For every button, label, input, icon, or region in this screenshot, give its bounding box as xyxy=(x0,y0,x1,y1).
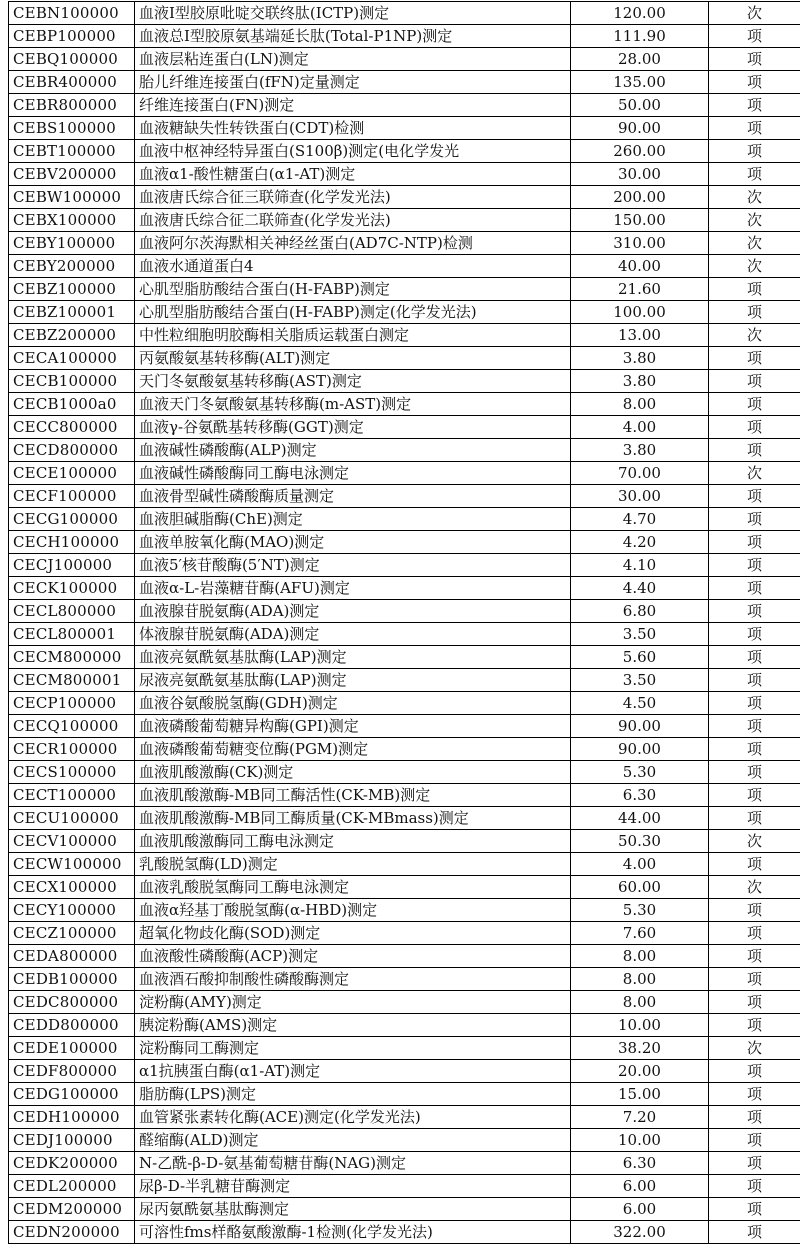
item-code-cell: CECS100000 xyxy=(9,761,135,784)
item-name-cell: 尿丙氨酰氨基肽酶测定 xyxy=(135,1198,571,1221)
item-price-cell: 111.90 xyxy=(571,25,709,48)
table-row xyxy=(9,1198,800,1221)
item-name-cell: 淀粉酶(AMY)测定 xyxy=(135,991,571,1014)
item-price-cell: 6.00 xyxy=(571,1198,709,1221)
item-unit-cell: 项 xyxy=(709,347,800,370)
item-price-cell: 200.00 xyxy=(571,186,709,209)
table-row xyxy=(9,899,800,922)
item-name-cell: 血液磷酸葡萄糖变位酶(PGM)测定 xyxy=(135,738,571,761)
table-row xyxy=(9,784,800,807)
item-unit-cell: 项 xyxy=(709,508,800,531)
item-name-cell: 血液肌酸激酶(CK)测定 xyxy=(135,761,571,784)
table-row xyxy=(9,669,800,692)
item-price-cell: 135.00 xyxy=(571,71,709,94)
item-name-cell: 超氧化物歧化酶(SOD)测定 xyxy=(135,922,571,945)
item-code-cell: CECJ100000 xyxy=(9,554,135,577)
item-code-cell: CEBS100000 xyxy=(9,117,135,140)
item-name-cell: 血液胆碱脂酶(ChE)测定 xyxy=(135,508,571,531)
table-row xyxy=(9,531,800,554)
item-name-cell: 中性粒细胞明胶酶相关脂质运载蛋白测定 xyxy=(135,324,571,347)
table-row xyxy=(9,968,800,991)
table-row xyxy=(9,554,800,577)
item-unit-cell: 项 xyxy=(709,1014,800,1037)
table-row xyxy=(9,738,800,761)
table-row xyxy=(9,255,800,278)
item-price-cell: 4.00 xyxy=(571,416,709,439)
item-price-cell: 4.70 xyxy=(571,508,709,531)
item-unit-cell: 项 xyxy=(709,1198,800,1221)
item-name-cell: 血液α羟基丁酸脱氢酶(α-HBD)测定 xyxy=(135,899,571,922)
item-price-cell: 38.20 xyxy=(571,1037,709,1060)
item-code-cell: CEBQ100000 xyxy=(9,48,135,71)
item-name-cell: 血液单胺氧化酶(MAO)测定 xyxy=(135,531,571,554)
item-name-cell: 血液骨型碱性磷酸酶质量测定 xyxy=(135,485,571,508)
item-unit-cell: 项 xyxy=(709,554,800,577)
table-row xyxy=(9,761,800,784)
item-price-cell: 6.80 xyxy=(571,600,709,623)
table-row xyxy=(9,1083,800,1106)
item-unit-cell: 项 xyxy=(709,968,800,991)
item-unit-cell: 项 xyxy=(709,416,800,439)
item-unit-cell: 项 xyxy=(709,485,800,508)
item-unit-cell: 项 xyxy=(709,991,800,1014)
item-code-cell: CECT100000 xyxy=(9,784,135,807)
item-code-cell: CEDM200000 xyxy=(9,1198,135,1221)
table-row xyxy=(9,1175,800,1198)
item-code-cell: CECZ100000 xyxy=(9,922,135,945)
table-row xyxy=(9,646,800,669)
item-unit-cell: 项 xyxy=(709,48,800,71)
item-code-cell: CECF100000 xyxy=(9,485,135,508)
item-name-cell: 天门冬氨酸氨基转移酶(AST)测定 xyxy=(135,370,571,393)
item-unit-cell: 项 xyxy=(709,945,800,968)
item-name-cell: 血液中枢神经特异蛋白(S100β)测定(电化学发光 xyxy=(135,140,571,163)
table-row xyxy=(9,991,800,1014)
item-unit-cell: 项 xyxy=(709,301,800,324)
table-row xyxy=(9,278,800,301)
table-row xyxy=(9,1060,800,1083)
item-name-cell: 血液α-L-岩藻糖苷酶(AFU)测定 xyxy=(135,577,571,600)
item-name-cell: 血液α1-酸性糖蛋白(α1-AT)测定 xyxy=(135,163,571,186)
item-unit-cell: 项 xyxy=(709,922,800,945)
item-price-cell: 10.00 xyxy=(571,1129,709,1152)
item-unit-cell: 项 xyxy=(709,1060,800,1083)
item-code-cell: CECQ100000 xyxy=(9,715,135,738)
item-code-cell: CECP100000 xyxy=(9,692,135,715)
item-code-cell: CEBV200000 xyxy=(9,163,135,186)
table-row xyxy=(9,922,800,945)
item-unit-cell: 项 xyxy=(709,94,800,117)
table-row xyxy=(9,393,800,416)
item-price-cell: 6.30 xyxy=(571,1152,709,1175)
item-unit-cell: 项 xyxy=(709,278,800,301)
item-code-cell: CECK100000 xyxy=(9,577,135,600)
item-unit-cell: 次 xyxy=(709,232,800,255)
table-row xyxy=(9,1129,800,1152)
item-name-cell: 血液腺苷脱氨酶(ADA)测定 xyxy=(135,600,571,623)
item-code-cell: CEDE100000 xyxy=(9,1037,135,1060)
item-price-cell: 150.00 xyxy=(571,209,709,232)
item-price-cell: 5.30 xyxy=(571,899,709,922)
table-row xyxy=(9,71,800,94)
item-price-cell: 4.50 xyxy=(571,692,709,715)
item-code-cell: CEBT100000 xyxy=(9,140,135,163)
item-name-cell: 尿β-D-半乳糖苷酶测定 xyxy=(135,1175,571,1198)
item-price-cell: 6.00 xyxy=(571,1175,709,1198)
item-name-cell: 血液5′核苷酸酶(5′NT)测定 xyxy=(135,554,571,577)
item-unit-cell: 项 xyxy=(709,761,800,784)
table-row xyxy=(9,577,800,600)
item-code-cell: CEBX100000 xyxy=(9,209,135,232)
table-row xyxy=(9,623,800,646)
table-row xyxy=(9,715,800,738)
item-price-cell: 4.10 xyxy=(571,554,709,577)
item-name-cell: 胎儿纤维连接蛋白(fFN)定量测定 xyxy=(135,71,571,94)
item-unit-cell: 次 xyxy=(709,876,800,899)
item-name-cell: 血液亮氨酰氨基肽酶(LAP)测定 xyxy=(135,646,571,669)
table-row xyxy=(9,876,800,899)
item-name-cell: 血液肌酸激酶同工酶电泳测定 xyxy=(135,830,571,853)
item-unit-cell: 项 xyxy=(709,692,800,715)
item-name-cell: 胰淀粉酶(AMS)测定 xyxy=(135,1014,571,1037)
item-code-cell: CEDN200000 xyxy=(9,1221,135,1244)
item-code-cell: CECX100000 xyxy=(9,876,135,899)
item-unit-cell: 项 xyxy=(709,807,800,830)
item-name-cell: 血液糖缺失性转铁蛋白(CDT)检测 xyxy=(135,117,571,140)
item-code-cell: CECG100000 xyxy=(9,508,135,531)
item-code-cell: CEBY100000 xyxy=(9,232,135,255)
item-price-cell: 3.50 xyxy=(571,623,709,646)
item-name-cell: 血液天门冬氨酸氨基转移酶(m-AST)测定 xyxy=(135,393,571,416)
table-row xyxy=(9,186,800,209)
item-unit-cell: 项 xyxy=(709,1083,800,1106)
item-price-cell: 50.30 xyxy=(571,830,709,853)
table-row xyxy=(9,1037,800,1060)
item-price-cell: 5.60 xyxy=(571,646,709,669)
table-row xyxy=(9,807,800,830)
table-row xyxy=(9,1221,800,1244)
item-unit-cell: 项 xyxy=(709,531,800,554)
item-unit-cell: 项 xyxy=(709,71,800,94)
item-name-cell: 血液阿尔茨海默相关神经丝蛋白(AD7C-NTP)检测 xyxy=(135,232,571,255)
item-name-cell: 心肌型脂肪酸结合蛋白(H-FABP)测定(化学发光法) xyxy=(135,301,571,324)
item-price-cell: 8.00 xyxy=(571,945,709,968)
item-code-cell: CEDL200000 xyxy=(9,1175,135,1198)
item-name-cell: 血管紧张素转化酶(ACE)测定(化学发光法) xyxy=(135,1106,571,1129)
item-price-cell: 90.00 xyxy=(571,715,709,738)
item-price-cell: 10.00 xyxy=(571,1014,709,1037)
item-code-cell: CEDD800000 xyxy=(9,1014,135,1037)
item-code-cell: CEDH100000 xyxy=(9,1106,135,1129)
item-name-cell: 血液唐氏综合征三联筛查(化学发光法) xyxy=(135,186,571,209)
item-unit-cell: 项 xyxy=(709,439,800,462)
item-price-cell: 100.00 xyxy=(571,301,709,324)
item-price-cell: 120.00 xyxy=(571,2,709,25)
item-name-cell: 纤维连接蛋白(FN)测定 xyxy=(135,94,571,117)
table-row xyxy=(9,830,800,853)
table-row xyxy=(9,485,800,508)
item-code-cell: CECM800000 xyxy=(9,646,135,669)
item-unit-cell: 项 xyxy=(709,1221,800,1244)
item-name-cell: 血液乳酸脱氢酶同工酶电泳测定 xyxy=(135,876,571,899)
table-row xyxy=(9,462,800,485)
item-price-cell: 8.00 xyxy=(571,991,709,1014)
item-code-cell: CECL800000 xyxy=(9,600,135,623)
item-unit-cell: 次 xyxy=(709,209,800,232)
item-code-cell: CEBW100000 xyxy=(9,186,135,209)
item-unit-cell: 项 xyxy=(709,669,800,692)
table-row xyxy=(9,347,800,370)
item-name-cell: 血液肌酸激酶-MB同工酶活性(CK-MB)测定 xyxy=(135,784,571,807)
item-code-cell: CECD800000 xyxy=(9,439,135,462)
item-name-cell: 血液谷氨酸脱氢酶(GDH)测定 xyxy=(135,692,571,715)
table-row xyxy=(9,1106,800,1129)
item-unit-cell: 项 xyxy=(709,117,800,140)
item-name-cell: 血液肌酸激酶-MB同工酶质量(CK-MBmass)测定 xyxy=(135,807,571,830)
item-price-cell: 8.00 xyxy=(571,968,709,991)
item-price-cell: 13.00 xyxy=(571,324,709,347)
table-row xyxy=(9,945,800,968)
item-price-cell: 90.00 xyxy=(571,738,709,761)
item-name-cell: 尿液亮氨酰氨基肽酶(LAP)测定 xyxy=(135,669,571,692)
item-price-cell: 15.00 xyxy=(571,1083,709,1106)
item-name-cell: 淀粉酶同工酶测定 xyxy=(135,1037,571,1060)
item-code-cell: CEBZ200000 xyxy=(9,324,135,347)
item-code-cell: CEDB100000 xyxy=(9,968,135,991)
table-row xyxy=(9,416,800,439)
table-row xyxy=(9,600,800,623)
table-row xyxy=(9,2,800,25)
item-unit-cell: 项 xyxy=(709,1129,800,1152)
table-row xyxy=(9,853,800,876)
table-row xyxy=(9,140,800,163)
item-price-cell: 3.50 xyxy=(571,669,709,692)
item-unit-cell: 次 xyxy=(709,186,800,209)
item-name-cell: 血液层粘连蛋白(LN)测定 xyxy=(135,48,571,71)
item-price-cell: 310.00 xyxy=(571,232,709,255)
item-unit-cell: 次 xyxy=(709,1037,800,1060)
item-price-cell: 30.00 xyxy=(571,163,709,186)
table-body xyxy=(9,2,800,1244)
item-price-cell: 260.00 xyxy=(571,140,709,163)
item-name-cell: 血液唐氏综合征二联筛查(化学发光法) xyxy=(135,209,571,232)
table-row xyxy=(9,94,800,117)
item-unit-cell: 项 xyxy=(709,25,800,48)
item-price-cell: 3.80 xyxy=(571,439,709,462)
item-unit-cell: 项 xyxy=(709,140,800,163)
item-unit-cell: 项 xyxy=(709,163,800,186)
item-price-cell: 8.00 xyxy=(571,393,709,416)
item-unit-cell: 项 xyxy=(709,393,800,416)
item-name-cell: α1抗胰蛋白酶(α1-AT)测定 xyxy=(135,1060,571,1083)
item-code-cell: CEBZ100000 xyxy=(9,278,135,301)
item-name-cell: 血液碱性磷酸酶同工酶电泳测定 xyxy=(135,462,571,485)
item-code-cell: CECY100000 xyxy=(9,899,135,922)
item-name-cell: 体液腺苷脱氨酶(ADA)测定 xyxy=(135,623,571,646)
item-price-cell: 20.00 xyxy=(571,1060,709,1083)
item-name-cell: 血液总Ⅰ型胶原氨基端延长肽(Total-P1NP)测定 xyxy=(135,25,571,48)
table-row xyxy=(9,48,800,71)
item-code-cell: CEBZ100001 xyxy=(9,301,135,324)
table-row xyxy=(9,370,800,393)
table-row xyxy=(9,1014,800,1037)
item-name-cell: 血液酸性磷酸酶(ACP)测定 xyxy=(135,945,571,968)
item-code-cell: CEBR400000 xyxy=(9,71,135,94)
item-name-cell: 丙氨酸氨基转移酶(ALT)测定 xyxy=(135,347,571,370)
item-code-cell: CEBP100000 xyxy=(9,25,135,48)
table-row xyxy=(9,508,800,531)
item-unit-cell: 项 xyxy=(709,738,800,761)
table-row xyxy=(9,163,800,186)
item-code-cell: CEBN100000 xyxy=(9,2,135,25)
item-unit-cell: 项 xyxy=(709,1152,800,1175)
item-unit-cell: 项 xyxy=(709,646,800,669)
item-name-cell: 心肌型脂肪酸结合蛋白(H-FABP)测定 xyxy=(135,278,571,301)
item-price-cell: 28.00 xyxy=(571,48,709,71)
item-price-cell: 322.00 xyxy=(571,1221,709,1244)
item-code-cell: CECR100000 xyxy=(9,738,135,761)
table-row xyxy=(9,301,800,324)
item-price-cell: 6.30 xyxy=(571,784,709,807)
item-code-cell: CECW100000 xyxy=(9,853,135,876)
item-code-cell: CEDJ100000 xyxy=(9,1129,135,1152)
item-unit-cell: 项 xyxy=(709,853,800,876)
item-price-cell: 4.40 xyxy=(571,577,709,600)
item-code-cell: CECU100000 xyxy=(9,807,135,830)
item-unit-cell: 项 xyxy=(709,577,800,600)
item-code-cell: CEDK200000 xyxy=(9,1152,135,1175)
item-price-cell: 5.30 xyxy=(571,761,709,784)
item-name-cell: 血液水通道蛋白4 xyxy=(135,255,571,278)
item-name-cell: 血液磷酸葡萄糖异构酶(GPI)测定 xyxy=(135,715,571,738)
item-code-cell: CECB100000 xyxy=(9,370,135,393)
item-code-cell: CEBY200000 xyxy=(9,255,135,278)
item-name-cell: 醛缩酶(ALD)测定 xyxy=(135,1129,571,1152)
item-name-cell: 乳酸脱氢酶(LD)测定 xyxy=(135,853,571,876)
item-code-cell: CECB1000a0 xyxy=(9,393,135,416)
table-row xyxy=(9,232,800,255)
table-row xyxy=(9,324,800,347)
item-unit-cell: 项 xyxy=(709,600,800,623)
item-price-cell: 3.80 xyxy=(571,370,709,393)
item-unit-cell: 次 xyxy=(709,255,800,278)
item-code-cell: CECE100000 xyxy=(9,462,135,485)
item-code-cell: CECC800000 xyxy=(9,416,135,439)
item-price-cell: 44.00 xyxy=(571,807,709,830)
item-name-cell: 血液碱性磷酸酶(ALP)测定 xyxy=(135,439,571,462)
item-name-cell: 血液Ⅰ型胶原吡啶交联终肽(ICTP)测定 xyxy=(135,2,571,25)
item-price-cell: 7.60 xyxy=(571,922,709,945)
item-price-cell: 60.00 xyxy=(571,876,709,899)
item-unit-cell: 项 xyxy=(709,623,800,646)
table-row xyxy=(9,692,800,715)
item-name-cell: 可溶性fms样酪氨酸激酶-1检测(化学发光法) xyxy=(135,1221,571,1244)
item-unit-cell: 项 xyxy=(709,370,800,393)
item-code-cell: CEDG100000 xyxy=(9,1083,135,1106)
item-code-cell: CEBR800000 xyxy=(9,94,135,117)
table-row xyxy=(9,25,800,48)
item-price-cell: 4.20 xyxy=(571,531,709,554)
item-code-cell: CECV100000 xyxy=(9,830,135,853)
item-price-cell: 3.80 xyxy=(571,347,709,370)
item-unit-cell: 项 xyxy=(709,899,800,922)
fee-schedule-table xyxy=(8,1,800,1244)
item-name-cell: 血液γ-谷氨酰基转移酶(GGT)测定 xyxy=(135,416,571,439)
item-code-cell: CECM800001 xyxy=(9,669,135,692)
item-code-cell: CEDC800000 xyxy=(9,991,135,1014)
item-name-cell: 脂肪酶(LPS)测定 xyxy=(135,1083,571,1106)
table-row xyxy=(9,439,800,462)
table-row xyxy=(9,117,800,140)
item-price-cell: 30.00 xyxy=(571,485,709,508)
item-unit-cell: 项 xyxy=(709,1175,800,1198)
item-unit-cell: 项 xyxy=(709,784,800,807)
item-unit-cell: 项 xyxy=(709,1106,800,1129)
item-code-cell: CECA100000 xyxy=(9,347,135,370)
item-price-cell: 21.60 xyxy=(571,278,709,301)
table-row xyxy=(9,1152,800,1175)
item-price-cell: 40.00 xyxy=(571,255,709,278)
item-unit-cell: 次 xyxy=(709,324,800,347)
item-price-cell: 70.00 xyxy=(571,462,709,485)
item-code-cell: CEDA800000 xyxy=(9,945,135,968)
item-price-cell: 90.00 xyxy=(571,117,709,140)
item-name-cell: 血液酒石酸抑制酸性磷酸酶测定 xyxy=(135,968,571,991)
item-price-cell: 50.00 xyxy=(571,94,709,117)
item-unit-cell: 次 xyxy=(709,2,800,25)
item-unit-cell: 次 xyxy=(709,830,800,853)
item-unit-cell: 次 xyxy=(709,462,800,485)
item-unit-cell: 项 xyxy=(709,715,800,738)
item-name-cell: N-乙酰-β-D-氨基葡萄糖苷酶(NAG)测定 xyxy=(135,1152,571,1175)
item-code-cell: CECL800001 xyxy=(9,623,135,646)
item-price-cell: 4.00 xyxy=(571,853,709,876)
item-price-cell: 7.20 xyxy=(571,1106,709,1129)
item-code-cell: CEDF800000 xyxy=(9,1060,135,1083)
table-row xyxy=(9,209,800,232)
item-code-cell: CECH100000 xyxy=(9,531,135,554)
